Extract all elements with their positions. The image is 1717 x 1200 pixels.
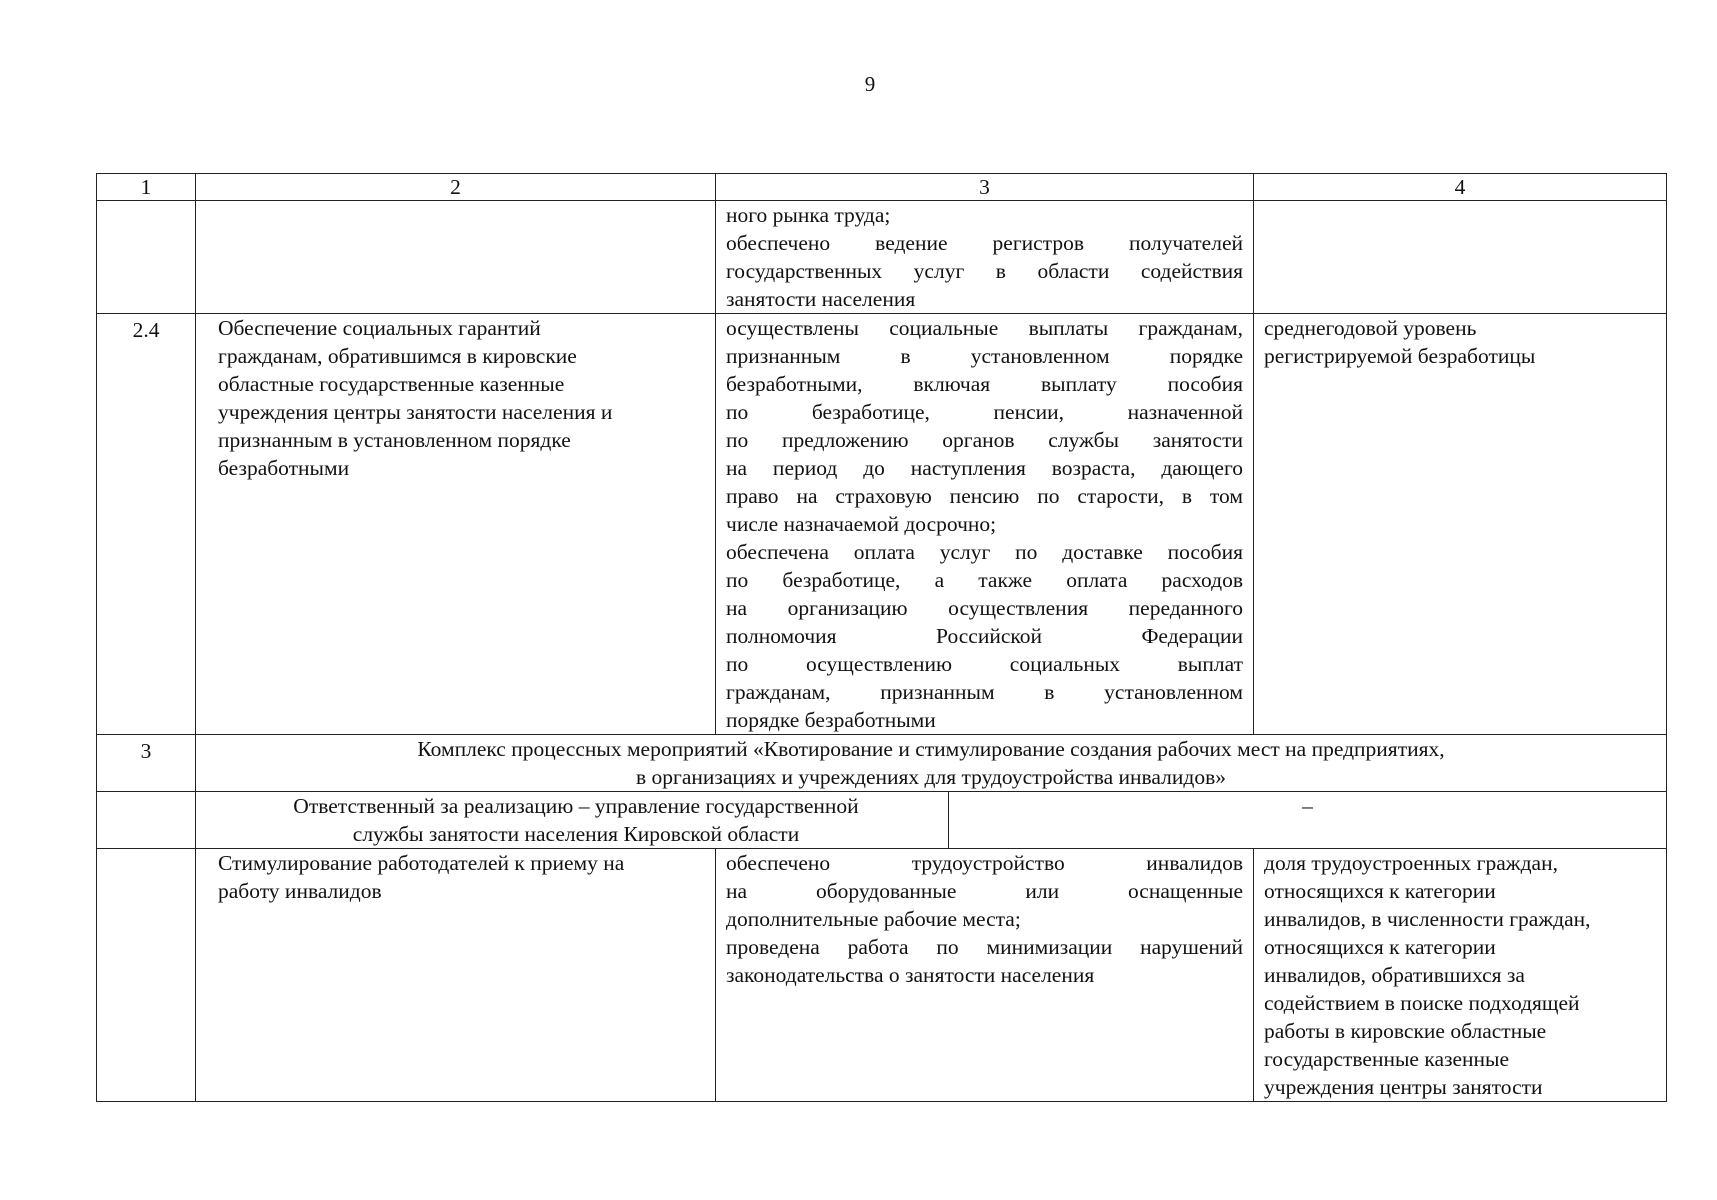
result-cell bbox=[716, 849, 1254, 1102]
text-line: Стимулирование работодателей к приему на bbox=[218, 851, 625, 875]
text-line: признанным в установленном порядке bbox=[726, 344, 1243, 368]
responsible-text bbox=[204, 792, 949, 848]
text-line: областные государственные казенные bbox=[218, 372, 565, 396]
text-line: регистрируемой безработицы bbox=[1264, 344, 1536, 368]
table-row-2-4 bbox=[97, 314, 1667, 735]
text-line: обеспечено ведение регистров получателей bbox=[726, 231, 1243, 255]
text-line: службы занятости населения Кировской области bbox=[352, 822, 800, 846]
text-line: работы в кировские областные bbox=[1264, 1019, 1547, 1043]
table-row-continuation bbox=[97, 201, 1667, 314]
responsible-cell bbox=[196, 792, 1667, 849]
measures-table bbox=[96, 173, 1667, 1102]
text-line: по предложению органов службы занятости bbox=[726, 428, 1243, 452]
row-number: 3 bbox=[97, 735, 196, 792]
table-row-section-3 bbox=[97, 735, 1667, 792]
task-cell bbox=[196, 849, 716, 1102]
row-cont-indicator-cell bbox=[1254, 201, 1667, 314]
text-line: право на страховую пенсию по старости, в том bbox=[726, 484, 1243, 508]
text-line: инвалидов, обратившихся за bbox=[1264, 963, 1525, 987]
text-line: по осуществлению социальных выплат bbox=[726, 652, 1243, 676]
table-row-stimulation bbox=[97, 849, 1667, 1102]
page-number: 9 bbox=[864, 72, 876, 96]
text-line: на оборудованные или оснащенные bbox=[726, 879, 1243, 903]
result-cell bbox=[716, 314, 1254, 735]
text-line: относящихся к категории bbox=[1264, 935, 1496, 959]
text-line: обеспечено трудоустройство инвалидов bbox=[726, 851, 1243, 875]
table-header-row bbox=[97, 174, 1667, 201]
responsible-dash: – bbox=[1302, 794, 1313, 818]
text-line: обеспечена оплата услуг по доставке пособия bbox=[726, 540, 1243, 564]
task-cell bbox=[196, 314, 716, 735]
row-resp-number-cell bbox=[97, 792, 196, 849]
text-line: гражданам, обратившимся в кировские bbox=[218, 344, 577, 368]
text-line: признанным в установленном порядке bbox=[218, 428, 571, 452]
text-line: работу инвалидов bbox=[218, 879, 382, 903]
text-line: Ответственный за реализацию – управление государственной bbox=[293, 794, 859, 818]
text-line: безработными bbox=[218, 456, 350, 480]
text-line: инвалидов, в численности граждан, bbox=[1264, 907, 1591, 931]
section-title-line: в организациях и учреждениях для трудоустройства инвалидов» bbox=[635, 765, 1226, 789]
text-line: на организацию осуществления переданного bbox=[726, 596, 1243, 620]
text-line: порядке безработными bbox=[726, 708, 936, 732]
text-line: дополнительные рабочие места; bbox=[726, 907, 1021, 931]
text-line: гражданам, признанным в установленном bbox=[726, 680, 1243, 704]
text-line: государственные казенные bbox=[1264, 1047, 1510, 1071]
row-stim-number-cell bbox=[97, 849, 196, 1102]
indicator-cell bbox=[1254, 849, 1667, 1102]
column-header-2: 2 bbox=[196, 174, 716, 201]
text-line: относящихся к категории bbox=[1264, 879, 1496, 903]
table-row-responsible bbox=[97, 792, 1667, 849]
indicator-cell bbox=[1254, 314, 1667, 735]
row-cont-number-cell bbox=[97, 201, 196, 314]
text-line: государственных услуг в области содействия bbox=[726, 259, 1243, 283]
text-line: ного рынка труда; bbox=[726, 203, 891, 227]
row-cont-result-cell bbox=[716, 201, 1254, 314]
row-number: 2.4 bbox=[97, 314, 196, 735]
column-header-1: 1 bbox=[97, 174, 196, 201]
text-line: законодательства о занятости населения bbox=[726, 963, 1095, 987]
text-line: по безработице, а также оплата расходов bbox=[726, 568, 1243, 592]
text-line: доля трудоустроенных граждан, bbox=[1264, 851, 1558, 875]
text-line: Обеспечение социальных гарантий bbox=[218, 316, 541, 340]
text-line: учреждения центры занятости bbox=[1264, 1075, 1543, 1099]
text-line: безработными, включая выплату пособия bbox=[726, 372, 1243, 396]
column-header-3: 3 bbox=[716, 174, 1254, 201]
text-line: занятости населения bbox=[726, 287, 916, 311]
column-header-4: 4 bbox=[1254, 174, 1667, 201]
text-line: проведена работа по минимизации нарушений bbox=[726, 935, 1243, 959]
section-title-line: Комплекс процессных мероприятий «Квотирование и стимулирование создания рабочих мест на предприятиях, bbox=[417, 737, 1445, 761]
text-line: среднегодовой уровень bbox=[1264, 316, 1477, 340]
text-line: осуществлены социальные выплаты гражданам, bbox=[726, 316, 1243, 340]
section-title bbox=[196, 735, 1667, 792]
row-cont-task-cell bbox=[196, 201, 716, 314]
text-line: учреждения центры занятости населения и bbox=[218, 400, 613, 424]
text-line: числе назначаемой досрочно; bbox=[726, 512, 997, 536]
text-line: по безработице, пенсии, назначенной bbox=[726, 400, 1243, 424]
text-line: полномочия Российской Федерации bbox=[726, 624, 1243, 648]
text-line: на период до наступления возраста, дающего bbox=[726, 456, 1243, 480]
text-line: содействием в поиске подходящей bbox=[1264, 991, 1580, 1015]
